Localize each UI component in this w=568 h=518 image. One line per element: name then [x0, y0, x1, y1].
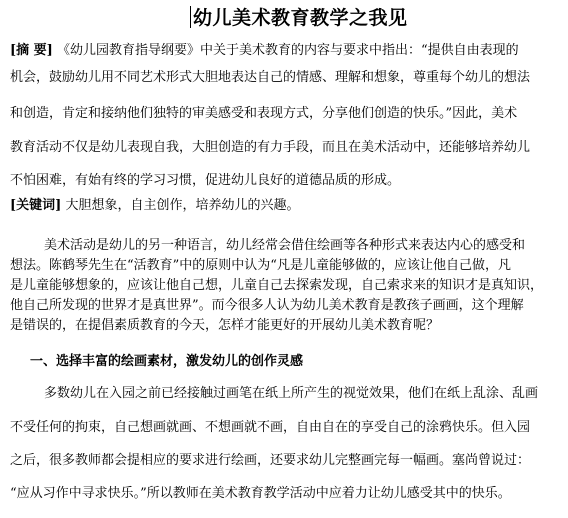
abstract-line-3: 和创造，肯定和接纳他们独特的审美感受和表现方式，分享他们创造的快乐。”因此，美术	[10, 106, 518, 121]
page-title: 幼儿美术教育教学之我见	[193, 7, 408, 29]
section1-line-3: 之后，很多教师都会提相应的要求进行绘画，还要求幼儿完整画完每一幅画。塞尚曾说过：	[10, 453, 531, 468]
abstract-line-2: 机会，鼓励幼儿用不同艺术形式大胆地表达自己的情感、理解和想象，尊重每个幼儿的想法	[10, 70, 531, 85]
abstract-text-1: 《幼儿园教育指导纲要》中关于美术教育的内容与要求中指出：“提供自由表现的	[56, 43, 519, 58]
abstract-line-5: 不怕困难，有始有终的学习习惯，促进幼儿良好的道德品质的形成。	[10, 173, 401, 188]
abstract-line-4: 教育活动不仅是幼儿表现自我，大胆创造的有力手段，而且在美术活动中，还能够培养幼儿	[10, 140, 531, 155]
intro-line-4: 他自己所发现的世界才是真世界”。而今很多人认为幼儿美术教育是教孩子画画，这个理解	[10, 298, 524, 313]
intro-line-5: 是错误的，在提倡素质教育的今天，怎样才能更好的开展幼儿美术教育呢？	[10, 318, 440, 333]
section1-line-1: 多数幼儿在入园之前已经接触过画笔在纸上所产生的视觉效果，他们在纸上乱涂、乱画	[44, 386, 539, 401]
keywords-tag: [关键词]	[10, 198, 62, 213]
abstract-line-1	[10, 43, 519, 59]
text-cursor	[190, 6, 191, 28]
section1-line-4: “应从习作中寻求快乐。”所以教师在美术教育教学活动中应着力让幼儿感受其中的快乐。	[10, 486, 511, 501]
section1-line-2: 不受任何的拘束，自己想画就画、不想画就不画，自由自在的享受自己的涂鸦快乐。但入园	[10, 420, 531, 435]
keywords-line	[10, 198, 299, 214]
abstract-tag: [摘 要]	[10, 43, 53, 58]
intro-line-2: 想法。陈鹤琴先生在“活教育”中的原则中认为“凡是儿童能够做的，应该让他自己做，凡	[10, 258, 511, 273]
intro-line-3: 是儿童能够想象的，应该让他自己想，儿童自己去探索发现，自己索求来的知识才是真知识，	[10, 278, 544, 293]
keywords-text: 大胆想象，自主创作，培养幼儿的兴趣。	[65, 198, 300, 213]
section-heading-1: 一、选择丰富的绘画素材，激发幼儿的创作灵感	[30, 354, 304, 369]
intro-line-1: 美术活动是幼儿的另一种语言，幼儿经常会借住绘画等各种形式来表达内心的感受和	[44, 238, 526, 253]
